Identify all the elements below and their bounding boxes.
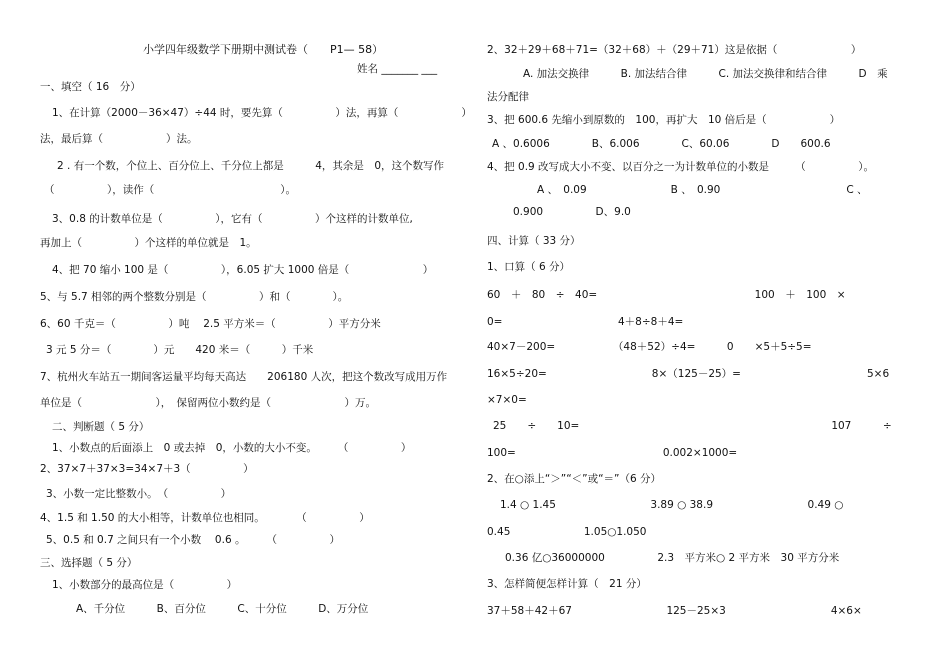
math-line: 25 ÷ 10= 107 ÷ [493,420,892,432]
question-line: 5、与 5.7 相邻的两个整数分别是（ ）和（ ）。 [40,291,349,303]
answer-options: A 、 0.09 B 、 0.90 C 、 [537,184,868,196]
name-field-label: 姓名 _______ ___ [357,63,438,75]
exam-title: 小学四年级数学下册期中测试卷（ P1— 58） [143,43,384,56]
answer-options: 0.900 D、9.0 [513,206,631,218]
math-line: 0.36 亿○36000000 2.3 平方米○ 2 平方米 30 平方分米 [505,552,840,564]
question-line: 4、把 70 缩小 100 是（ ），6.05 扩大 1000 倍是（ ） [52,264,434,276]
question-line: 4、把 0.9 改写成大小不变、以百分之一为计数单位的小数是 （ ）。 [487,161,875,173]
math-line: 37＋58＋42＋67 125－25×3 4×6× [487,605,862,617]
answer-options: A. 加法交换律 B. 加法结合律 C. 加法交换律和结合律 D 乘 [523,68,888,80]
question-line: 3、0.8 的计数单位是（ ），它有（ ）个这样的计数单位, [52,213,413,225]
answer-options: 法分配律 [487,91,529,103]
math-line: ×7×0= [487,394,527,406]
question-line: 6、60 千克＝（ ）吨 2.5 平方米＝（ ）平方分米 [40,318,381,330]
question-line: 2、37×7＋37×3=34×7＋3（ ） [40,463,254,475]
question-line: 3 元 5 分＝（ ）元 420 米＝（ ）千米 [46,344,314,356]
section-calc-heading: 四、计算（ 33 分） [487,235,581,247]
subsection-simplify: 3、怎样简便怎样计算（ 21 分） [487,578,647,590]
subsection-compare: 2、在○添上“＞”“＜”或“＝”（6 分） [487,473,661,485]
math-line: 100= 0.002×1000= [487,447,738,459]
section-judgement-heading: 二、判断题（ 5 分） [52,421,150,433]
answer-options: A 、0.6006 B、6.006 C、60.06 D 600.6 [492,138,831,150]
question-line: 单位是（ ）， 保留两位小数约是（ ）万。 [40,397,376,409]
question-line: 3、小数一定比整数小。 （ ） [46,488,232,500]
math-line: 1.4 ○ 1.45 3.89 ○ 38.9 0.49 ○ [500,499,844,511]
math-line: 40×7－200= （48＋52）÷4= 0 ×5＋5÷5= [487,341,812,353]
question-line: （ ），读作（ ）。 [44,184,296,196]
question-line: 2、32＋29＋68＋71=（32＋68）＋（29＋71）这是依据（ ） [487,44,862,56]
math-line: 0= 4＋8÷8＋4= [487,316,684,328]
question-line: 1、小数部分的最高位是（ ） [52,579,238,591]
question-line: 法，最后算（ ）法。 [40,133,198,145]
question-line: 3、把 600.6 先缩小到原数的 100，再扩大 10 倍后是（ ） [487,114,841,126]
section-choice-heading: 三、选择题（ 5 分） [40,557,138,569]
question-line: 1、小数点的后面添上 0 或去掉 0，小数的大小不变。 （ ） [52,442,412,454]
math-line: 16×5÷20= 8×（125－25）= 5×6 [487,368,890,380]
question-line: 7、杭州火车站五一期间客运量平均每天高达 206180 人次，把这个数改写成用万作 [40,371,448,383]
section-fill-blank-heading: 一、填空（ 16 分） [40,81,141,93]
question-line: 5、0.5 和 0.7 之间只有一个小数 0.6 。 （ ） [46,534,340,546]
question-line: 2 . 有一个数，个位上、百分位上、千分位上都是 4，其余是 0，这个数写作 [57,160,445,172]
question-line: 1、在计算（2000－36×47）÷44 时，要先算（ ）法，再算（ ） [52,107,472,119]
subsection-mental-math: 1、口算（ 6 分） [487,261,571,273]
math-line: 60 ＋ 80 ÷ 40= 100 ＋ 100 × [487,289,846,301]
math-line: 0.45 1.05○1.050 [487,526,647,538]
answer-options: A、千分位 B、百分位 C、十分位 D、万分位 [76,603,369,615]
question-line: 4、1.5 和 1.50 的大小相等，计数单位也相同。 （ ） [40,512,370,524]
question-line: 再加上（ ）个这样的单位就是 1。 [40,237,257,249]
